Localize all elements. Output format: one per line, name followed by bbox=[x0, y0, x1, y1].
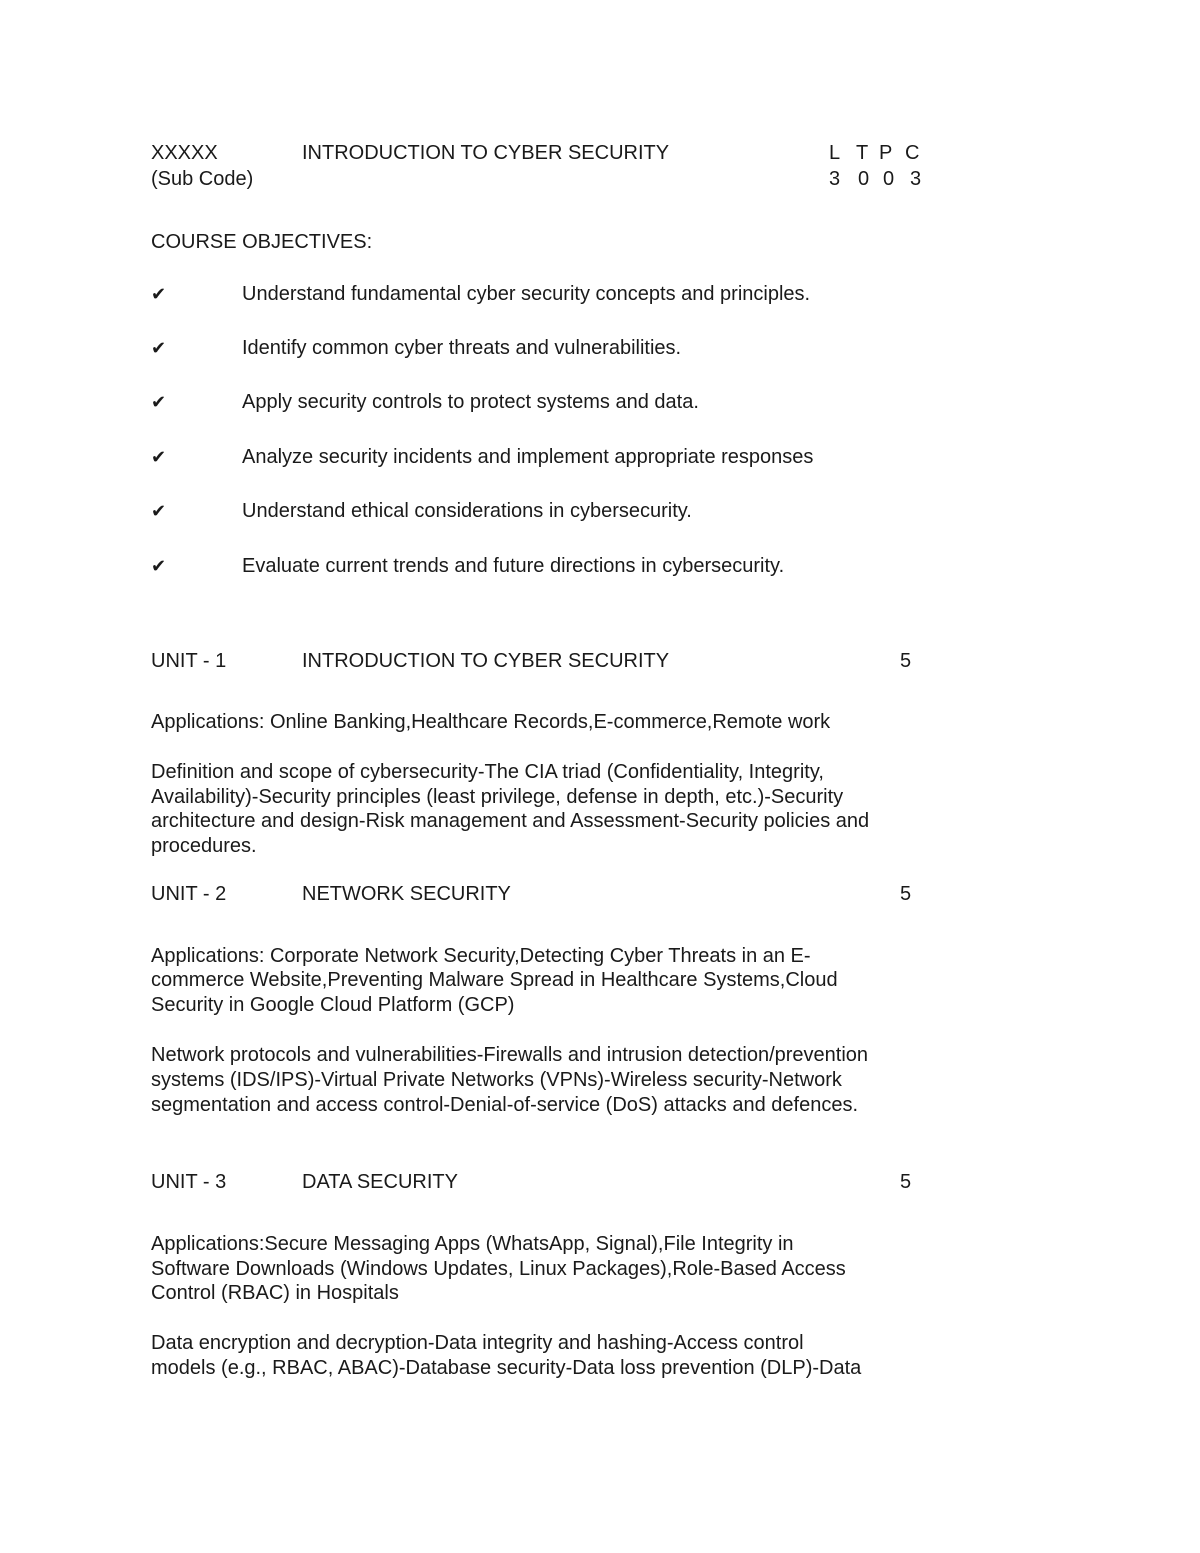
course-code: XXXXX bbox=[151, 142, 218, 164]
objective-item: Understand fundamental cyber security concepts and principles. bbox=[242, 283, 811, 305]
objective-item: Understand ethical considerations in cybersecurity. bbox=[242, 500, 692, 522]
checkmark-icon: ✔ bbox=[151, 338, 167, 359]
checkmark-icon: ✔ bbox=[151, 556, 167, 577]
unit-3-applications-line: Applications:Secure Messaging Apps (WhatsApp, Signal),File Integrity in bbox=[151, 1233, 794, 1255]
course-title: INTRODUCTION TO CYBER SECURITY bbox=[302, 142, 670, 164]
sub-code: (Sub Code) bbox=[151, 168, 254, 190]
unit-2-content-line: segmentation and access control-Denial-of-service (DoS) attacks and defences. bbox=[151, 1094, 859, 1116]
unit-1-content-line: architecture and design-Risk management and Assessment-Security policies and bbox=[151, 810, 870, 832]
checkmark-icon: ✔ bbox=[151, 284, 167, 305]
ltpc-value-c: 3 bbox=[910, 168, 922, 190]
unit-1-content-line: Definition and scope of cybersecurity-The CIA triad (Confidentiality, Integrity, bbox=[151, 761, 824, 783]
unit-1-applications: Applications: Online Banking,Healthcare Records,E-commerce,Remote work bbox=[151, 711, 831, 733]
unit-3-label: UNIT - 3 bbox=[151, 1171, 227, 1193]
unit-2-content-line: Network protocols and vulnerabilities-Firewalls and intrusion detection/prevention bbox=[151, 1044, 869, 1066]
unit-2-content-line: systems (IDS/IPS)-Virtual Private Networks (VPNs)-Wireless security-Network bbox=[151, 1069, 842, 1091]
unit-2-applications-line: Applications: Corporate Network Security,Detecting Cyber Threats in an E- bbox=[151, 945, 811, 967]
unit-1-content-line: procedures. bbox=[151, 835, 257, 857]
unit-2-title: NETWORK SECURITY bbox=[302, 883, 511, 905]
checkmark-icon: ✔ bbox=[151, 447, 167, 468]
unit-3-applications-line: Software Downloads (Windows Updates, Linux Packages),Role-Based Access bbox=[151, 1258, 846, 1280]
checkmark-icon: ✔ bbox=[151, 501, 167, 522]
unit-3-applications-line: Control (RBAC) in Hospitals bbox=[151, 1282, 399, 1304]
unit-2-applications-line: commerce Website,Preventing Malware Spread in Healthcare Systems,Cloud bbox=[151, 969, 838, 991]
objective-item: Apply security controls to protect systems and data. bbox=[242, 391, 699, 413]
unit-3-content-line: Data encryption and decryption-Data integrity and hashing-Access control bbox=[151, 1332, 804, 1354]
ltpc-label-t: T bbox=[856, 142, 869, 164]
objective-item: Analyze security incidents and implement appropriate responses bbox=[242, 446, 814, 468]
ltpc-value-p: 0 bbox=[883, 168, 895, 190]
unit-3-content-line: models (e.g., RBAC, ABAC)-Database security-Data loss prevention (DLP)-Data bbox=[151, 1357, 862, 1379]
ltpc-value-l: 3 bbox=[829, 168, 841, 190]
unit-2-hours: 5 bbox=[900, 883, 912, 905]
ltpc-label-p: P bbox=[879, 142, 893, 164]
checkmark-icon: ✔ bbox=[151, 392, 167, 413]
unit-1-hours: 5 bbox=[900, 650, 912, 672]
unit-1-title: INTRODUCTION TO CYBER SECURITY bbox=[302, 650, 670, 672]
objectives-heading: COURSE OBJECTIVES: bbox=[151, 231, 373, 253]
unit-2-applications-line: Security in Google Cloud Platform (GCP) bbox=[151, 994, 515, 1016]
ltpc-label-c: C bbox=[905, 142, 920, 164]
objective-item: Evaluate current trends and future directions in cybersecurity. bbox=[242, 555, 785, 577]
ltpc-label-l: L bbox=[829, 142, 841, 164]
objective-item: Identify common cyber threats and vulnerabilities. bbox=[242, 337, 682, 359]
unit-1-content-line: Availability)-Security principles (least privilege, defense in depth, etc.)-Security bbox=[151, 786, 844, 808]
unit-1-label: UNIT - 1 bbox=[151, 650, 227, 672]
ltpc-value-t: 0 bbox=[858, 168, 870, 190]
unit-3-title: DATA SECURITY bbox=[302, 1171, 458, 1193]
unit-3-hours: 5 bbox=[900, 1171, 912, 1193]
unit-2-label: UNIT - 2 bbox=[151, 883, 227, 905]
